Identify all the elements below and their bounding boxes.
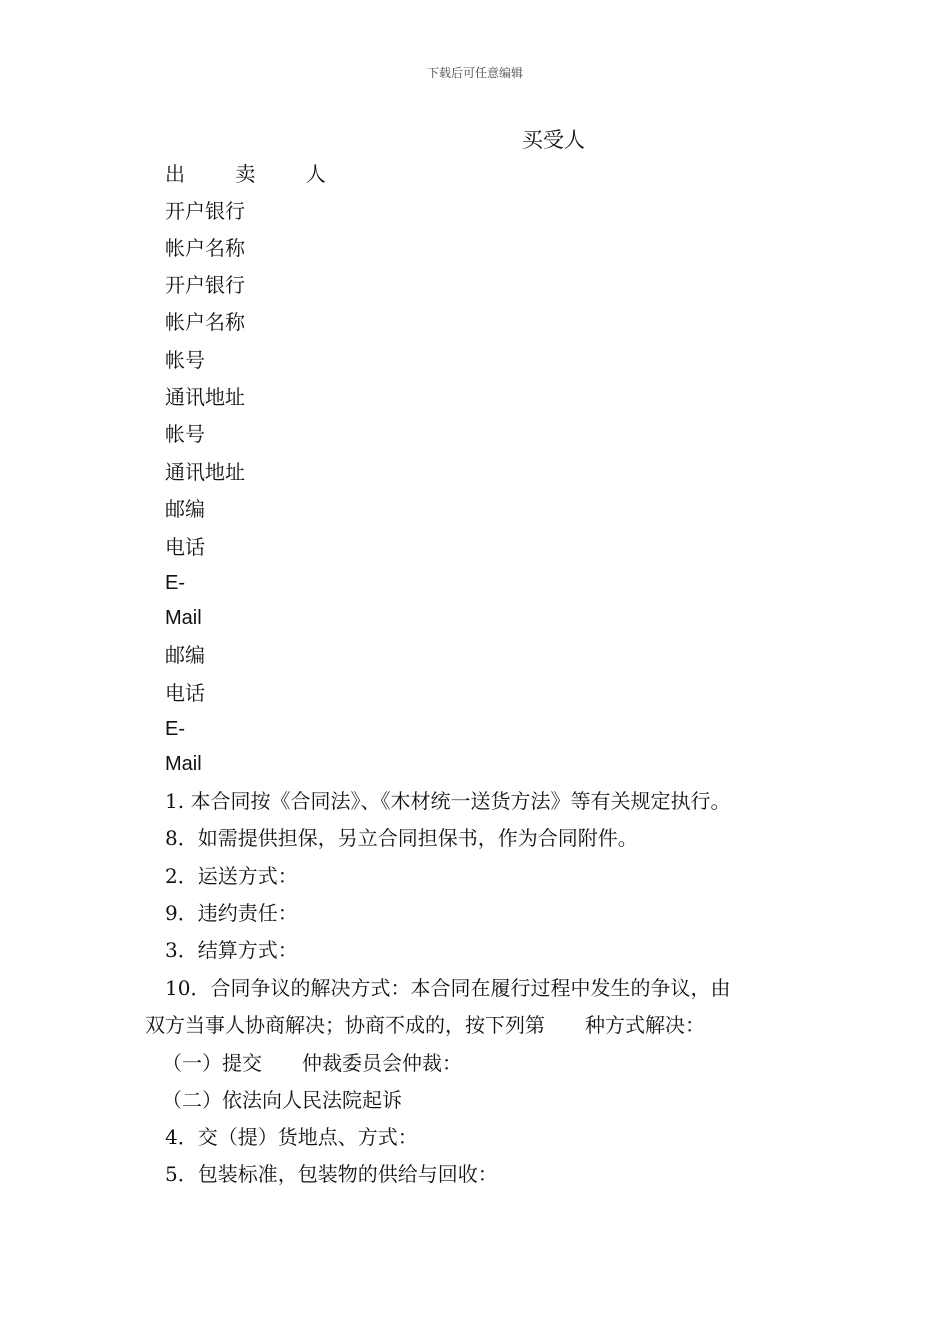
clause-10-option-1: （一）提交 仲裁委员会仲裁： xyxy=(162,1051,462,1075)
clause-10-line-1: 10．合同争议的解决方式：本合同在履行过程中发生的争议，由 xyxy=(165,976,731,1000)
field-bank-1: 开户银行 xyxy=(165,199,245,223)
field-postcode-1: 邮编 xyxy=(165,497,205,521)
field-address-1: 通讯地址 xyxy=(165,385,245,409)
field-account-no-2: 帐号 xyxy=(165,422,205,446)
clause-1: 1. 本合同按《合同法》、《木材统一送货方法》等有关规定执行。 xyxy=(165,789,731,813)
clause-2: 2．运送方式： xyxy=(165,864,298,888)
clause-4: 4．交（提）货地点、方式： xyxy=(165,1125,418,1149)
field-email-prefix-1: E- xyxy=(165,572,185,594)
field-postcode-2: 邮编 xyxy=(165,643,205,667)
header-note: 下载后可任意编辑 xyxy=(426,66,523,80)
clause-8: 8．如需提供担保，另立合同担保书，作为合同附件。 xyxy=(165,826,638,850)
field-bank-2: 开户银行 xyxy=(165,273,245,297)
clause-3: 3．结算方式： xyxy=(165,938,298,962)
clause-10-option-2: （二）依法向人民法院起诉 xyxy=(162,1088,402,1112)
field-email-suffix-2: Mail xyxy=(165,753,202,775)
field-phone-1: 电话 xyxy=(165,535,205,559)
buyer-label: 买受人 xyxy=(522,128,585,152)
clause-10-line-2: 双方当事人协商解决；协商不成的，按下列第 种方式解决： xyxy=(145,1013,705,1037)
seller-label: 出 卖 人 xyxy=(165,162,348,186)
field-account-name-1: 帐户名称 xyxy=(165,236,245,260)
clause-9: 9．违约责任： xyxy=(165,901,298,925)
field-email-suffix-1: Mail xyxy=(165,607,202,629)
field-account-no-1: 帐号 xyxy=(165,348,205,372)
field-phone-2: 电话 xyxy=(165,681,205,705)
clause-5: 5．包装标准，包装物的供给与回收： xyxy=(165,1162,498,1186)
field-address-2: 通讯地址 xyxy=(165,460,245,484)
field-email-prefix-2: E- xyxy=(165,718,185,740)
field-account-name-2: 帐户名称 xyxy=(165,310,245,334)
